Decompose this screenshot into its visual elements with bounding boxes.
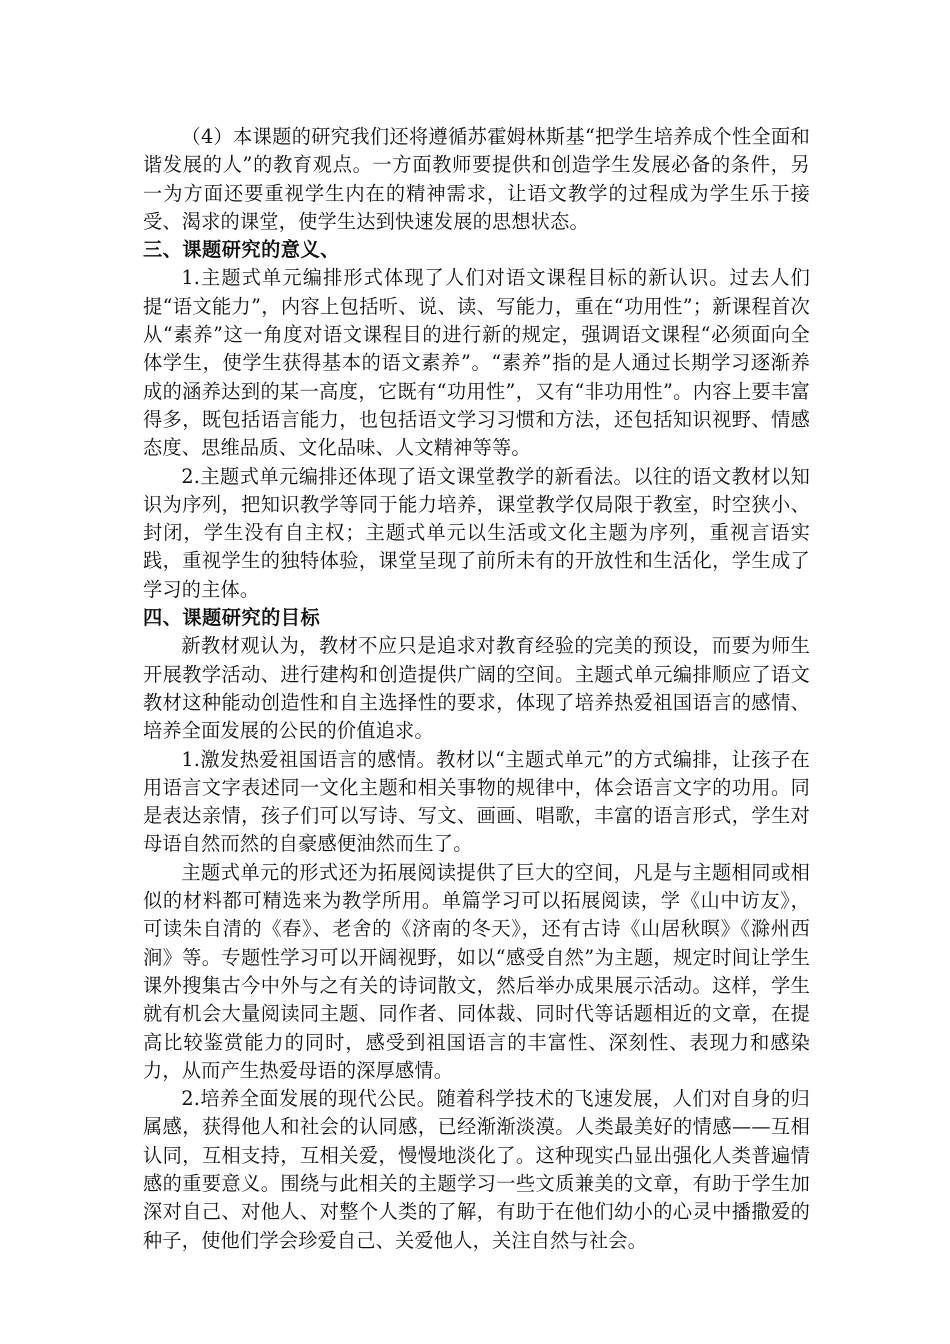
paragraph-research-principle: （4）本课题的研究我们还将遵循苏霍姆林斯基“把学生培养成个性全面和谐发展的人”的教育观点。一方面教师要提供和创造学生发展必备的条件，另一为方面还要重视学生内在的精神需求，让语文教学的过程成为学生乐于接受、渴求的课堂，使学生达到快速发展的思想状态。 — [143, 125, 810, 233]
section-heading-significance: 三、课题研究的意义、 — [143, 238, 340, 262]
paragraph-goals-extended-reading: 主题式单元的形式还为拓展阅读提供了巨大的空间，凡是与主题相同或相似的材料都可精选来为教学所用。单篇学习可以拓展阅读，学《山中访友》，可读朱自清的《春》、老舍的《济南的冬天》，还有古诗《山居秋暝》《滁州西涧》等。专题性学习可以开阔视野，如以“感受自然”为主题，规定时间让学生课外搜集古今中外与之有关的诗词散文，然后举办成果展示活动。这样，学生就有机会大量阅读同主题、同作者、同体裁、同时代等话题相近的文章，在提高比较鉴赏能力的同时，感受到祖国语言的丰富性、深刻性、表现力和感染力，从而产生热爱母语的深厚感情。 — [143, 860, 810, 1082]
document-body — [143, 123, 810, 1255]
paragraph-goals-1: 1.激发热爱祖国语言的感情。教材以“主题式单元”的方式编排，让孩子在用语言文字表述同一文化主题和相关事物的规律中，体会语言文字的功用。同是表达亲情，孩子们可以写诗、写文、画画、唱歌，丰富的语言形式，学生对母语自然而然的自豪感便油然而生了。 — [143, 747, 810, 856]
section-heading-goals: 四、课题研究的目标 — [143, 606, 321, 630]
paragraph-significance-1: 1.主题式单元编排形式体现了人们对语文课程目标的新认识。过去人们提“语文能力”，内容上包括听、说、读、写能力，重在“功用性”；新课程首次从“素养”这一角度对语文课程目的进行新的规定，强调语文课程“必须面向全体学生，使学生获得基本的语文素养”。“素养”指的是人通过长期学习逐渐养成的涵养达到的某一高度，它既有“功用性”，又有“非功用性”。内容上要丰富得多，既包括语言能力，也包括语文学习习惯和方法，还包括知识视野、情感态度、思维品质、文化品味、人文精神等等。 — [143, 266, 810, 460]
paragraph-significance-2: 2.主题式单元编排还体现了语文课堂教学的新看法。以往的语文教材以知识为序列，把知识教学等同于能力培养，课堂教学仅局限于教室，时空狭小、封闭，学生没有自主权；主题式单元以生活或文化主题为序列，重视言语实践，重视学生的独特体验，课堂呈现了前所未有的开放性和生活化，学生成了学习的主体。 — [143, 464, 810, 601]
paragraph-goals-2: 2.培养全面发展的现代公民。随着科学技术的飞速发展，人们对自身的归属感，获得他人和社会的认同感，已经渐渐淡漠。人类最美好的情感——互相认同，互相支持，互相关爱，慢慢地淡化了。这种现实凸显出强化人类普遍情感的重要意义。围绕与此相关的主题学习一些文质兼美的文章，有助于学生加深对自己、对他人、对整个人类的了解，有助于在他们幼小的心灵中播撒爱的种子，使他们学会珍爱自己、关爱他人，关注自然与社会。 — [143, 1087, 810, 1252]
paragraph-goals-intro: 新教材观认为，教材不应只是追求对教育经验的完美的预设，而要为师生开展教学活动、进行建构和创造提供广阔的空间。主题式单元编排顺应了语文教材这种能动创造性和自主选择性的要求，体现了培养热爱祖国语言的感情、培养全面发展的公民的价值追求。 — [143, 634, 810, 743]
